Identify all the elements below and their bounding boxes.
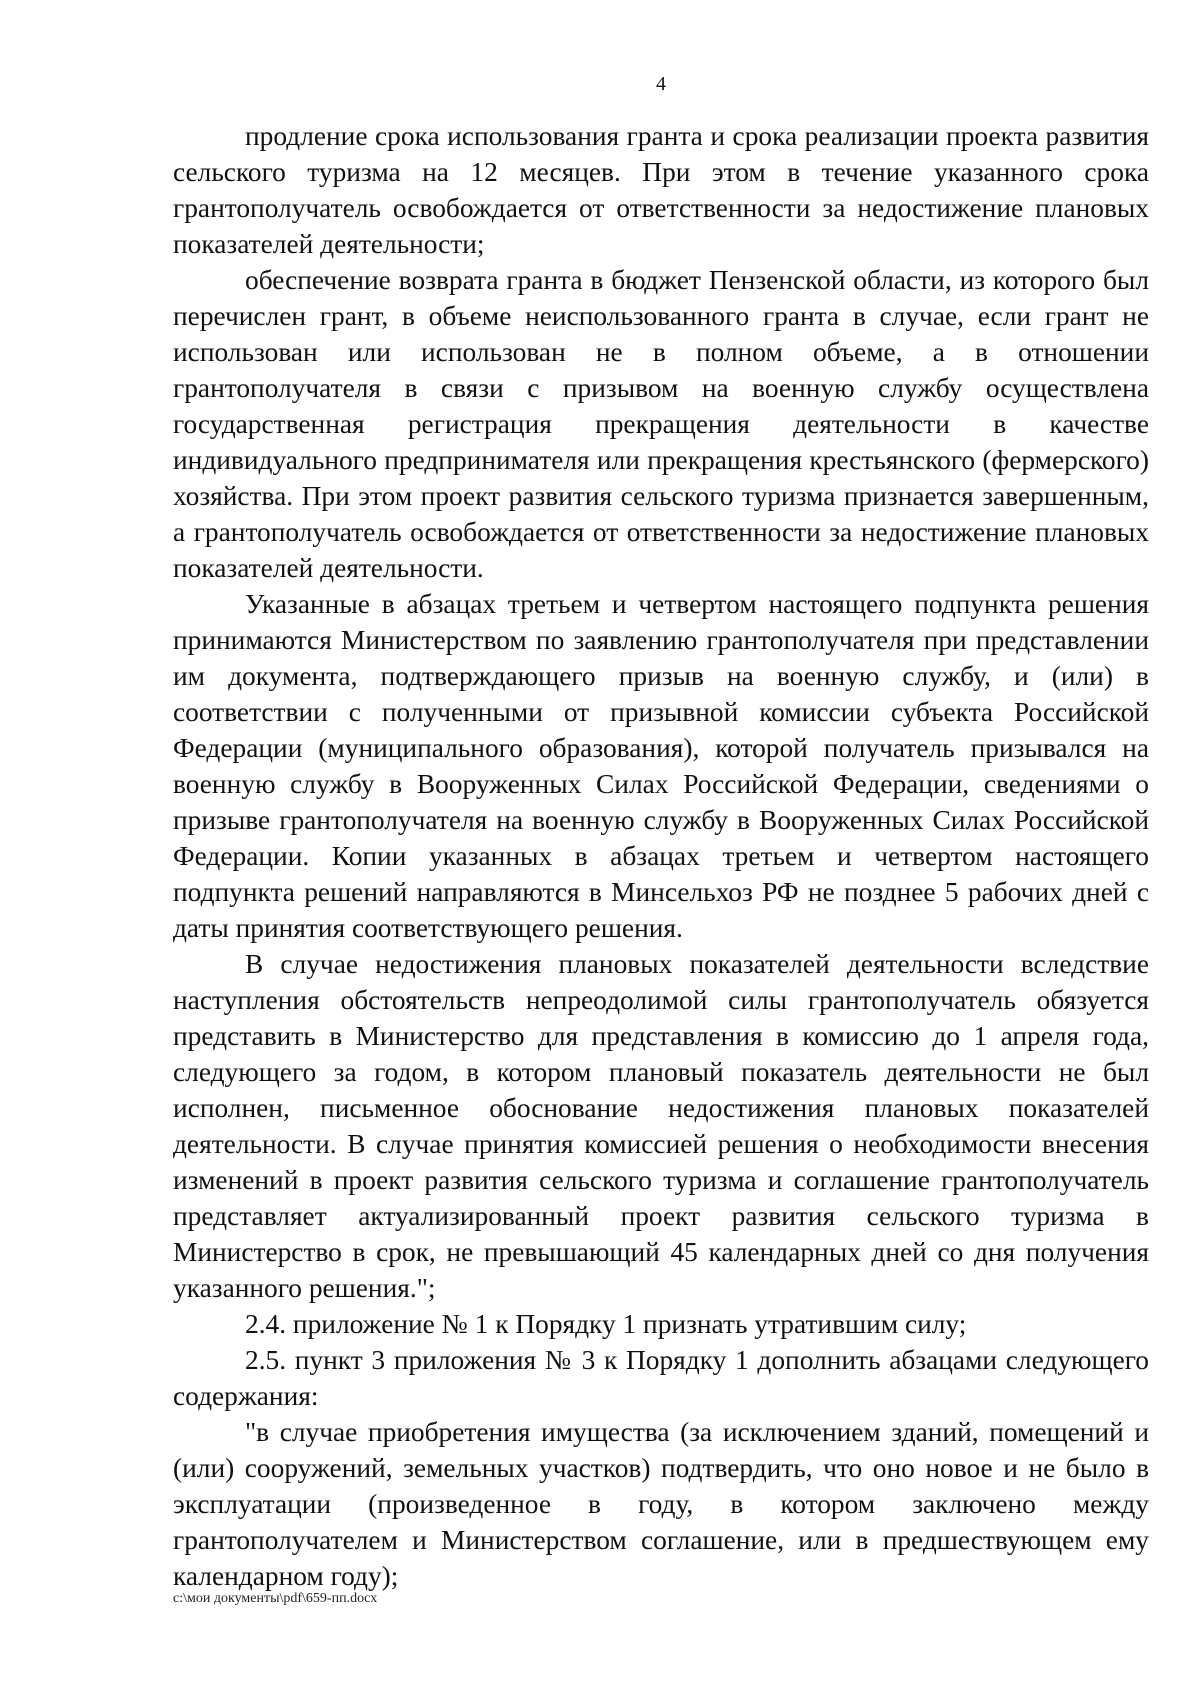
paragraph-grant-extension: продление срока использования гранта и срока реализации проекта развития сельского туризма на 12 месяцев. При этом в течение указанного срока грантополучатель освобождается от ответственности за недостижение плановых показателей деятельности; [173,121,1149,259]
page-number: 4 [656,73,666,95]
paragraph-force-majeure: В случае недостижения плановых показателей деятельности вследствие наступления обстоятельств непреодолимой силы грантополучатель обязуется представить в Министерство для представления в комиссию до 1 апреля года, следующего за годом, в котором плановый показатель деятельности не был исполнен, письменное обоснование недостижения плановых показателей деятельности. В случае принятия комиссией решения о необходимости внесения изменений в проект развития сельского туризма и соглашение грантополучатель представляет актуализированный проект развития сельского туризма в Министерство в срок, не превышающий 45 календарных дней со дня получения указанного решения."; [173,949,1149,1303]
paragraph-decisions: Указанные в абзацах третьем и четвертом настоящего подпункта решения принимаются Министерством по заявлению грантополучателя при представлении им документа, подтверждающего призыв на военную службу, и (или) в соответствии с полученными от призывной комиссии субъекта Российской Федерации (муниципального образования), которой получатель призывался на военную службу в Вооруженных Силах Российской Федерации, сведениями о призыве грантополучателя на военную службу в Вооруженных Силах Российской Федерации. Копии указанных в абзацах третьем и четвертом настоящего подпункта решений направляются в Минсельхоз РФ не позднее 5 рабочих дней с даты принятия соответствующего решения. [173,589,1149,943]
paragraph-item-2-5: 2.5. пункт 3 приложения № 3 к Порядку 1 дополнить абзацами следующего содержания: [173,1345,1149,1411]
document-body [173,118,1149,1594]
footer-file-path: c:\мои документы\pdf\659-пп.docx [173,1591,378,1606]
paragraph-grant-return: обеспечение возврата гранта в бюджет Пензенской области, из которого был перечислен грант, в объеме неиспользованного гранта в случае, если грант не использован или использован не в полном объеме, а в отношении грантополучателя в связи с призывом на военную службу осуществлена государственная регистрация прекращения деятельности в качестве индивидуального предпринимателя или прекращения крестьянского (фермерского) хозяйства. При этом проект развития сельского туризма признается завершенным, а грантополучатель освобождается от ответственности за недостижение плановых показателей деятельности. [173,265,1149,583]
paragraph-item-2-4: 2.4. приложение № 1 к Порядку 1 признать утратившим силу; [245,1309,967,1339]
paragraph-quoted-property: "в случае приобретения имущества (за исключением зданий, помещений и (или) сооружений, земельных участков) подтвердить, что оно новое и не было в эксплуатации (произведенное в году, в котором заключено между грантополучателем и Министерством соглашение, или в предшествующем ему календарном году); [173,1417,1149,1591]
